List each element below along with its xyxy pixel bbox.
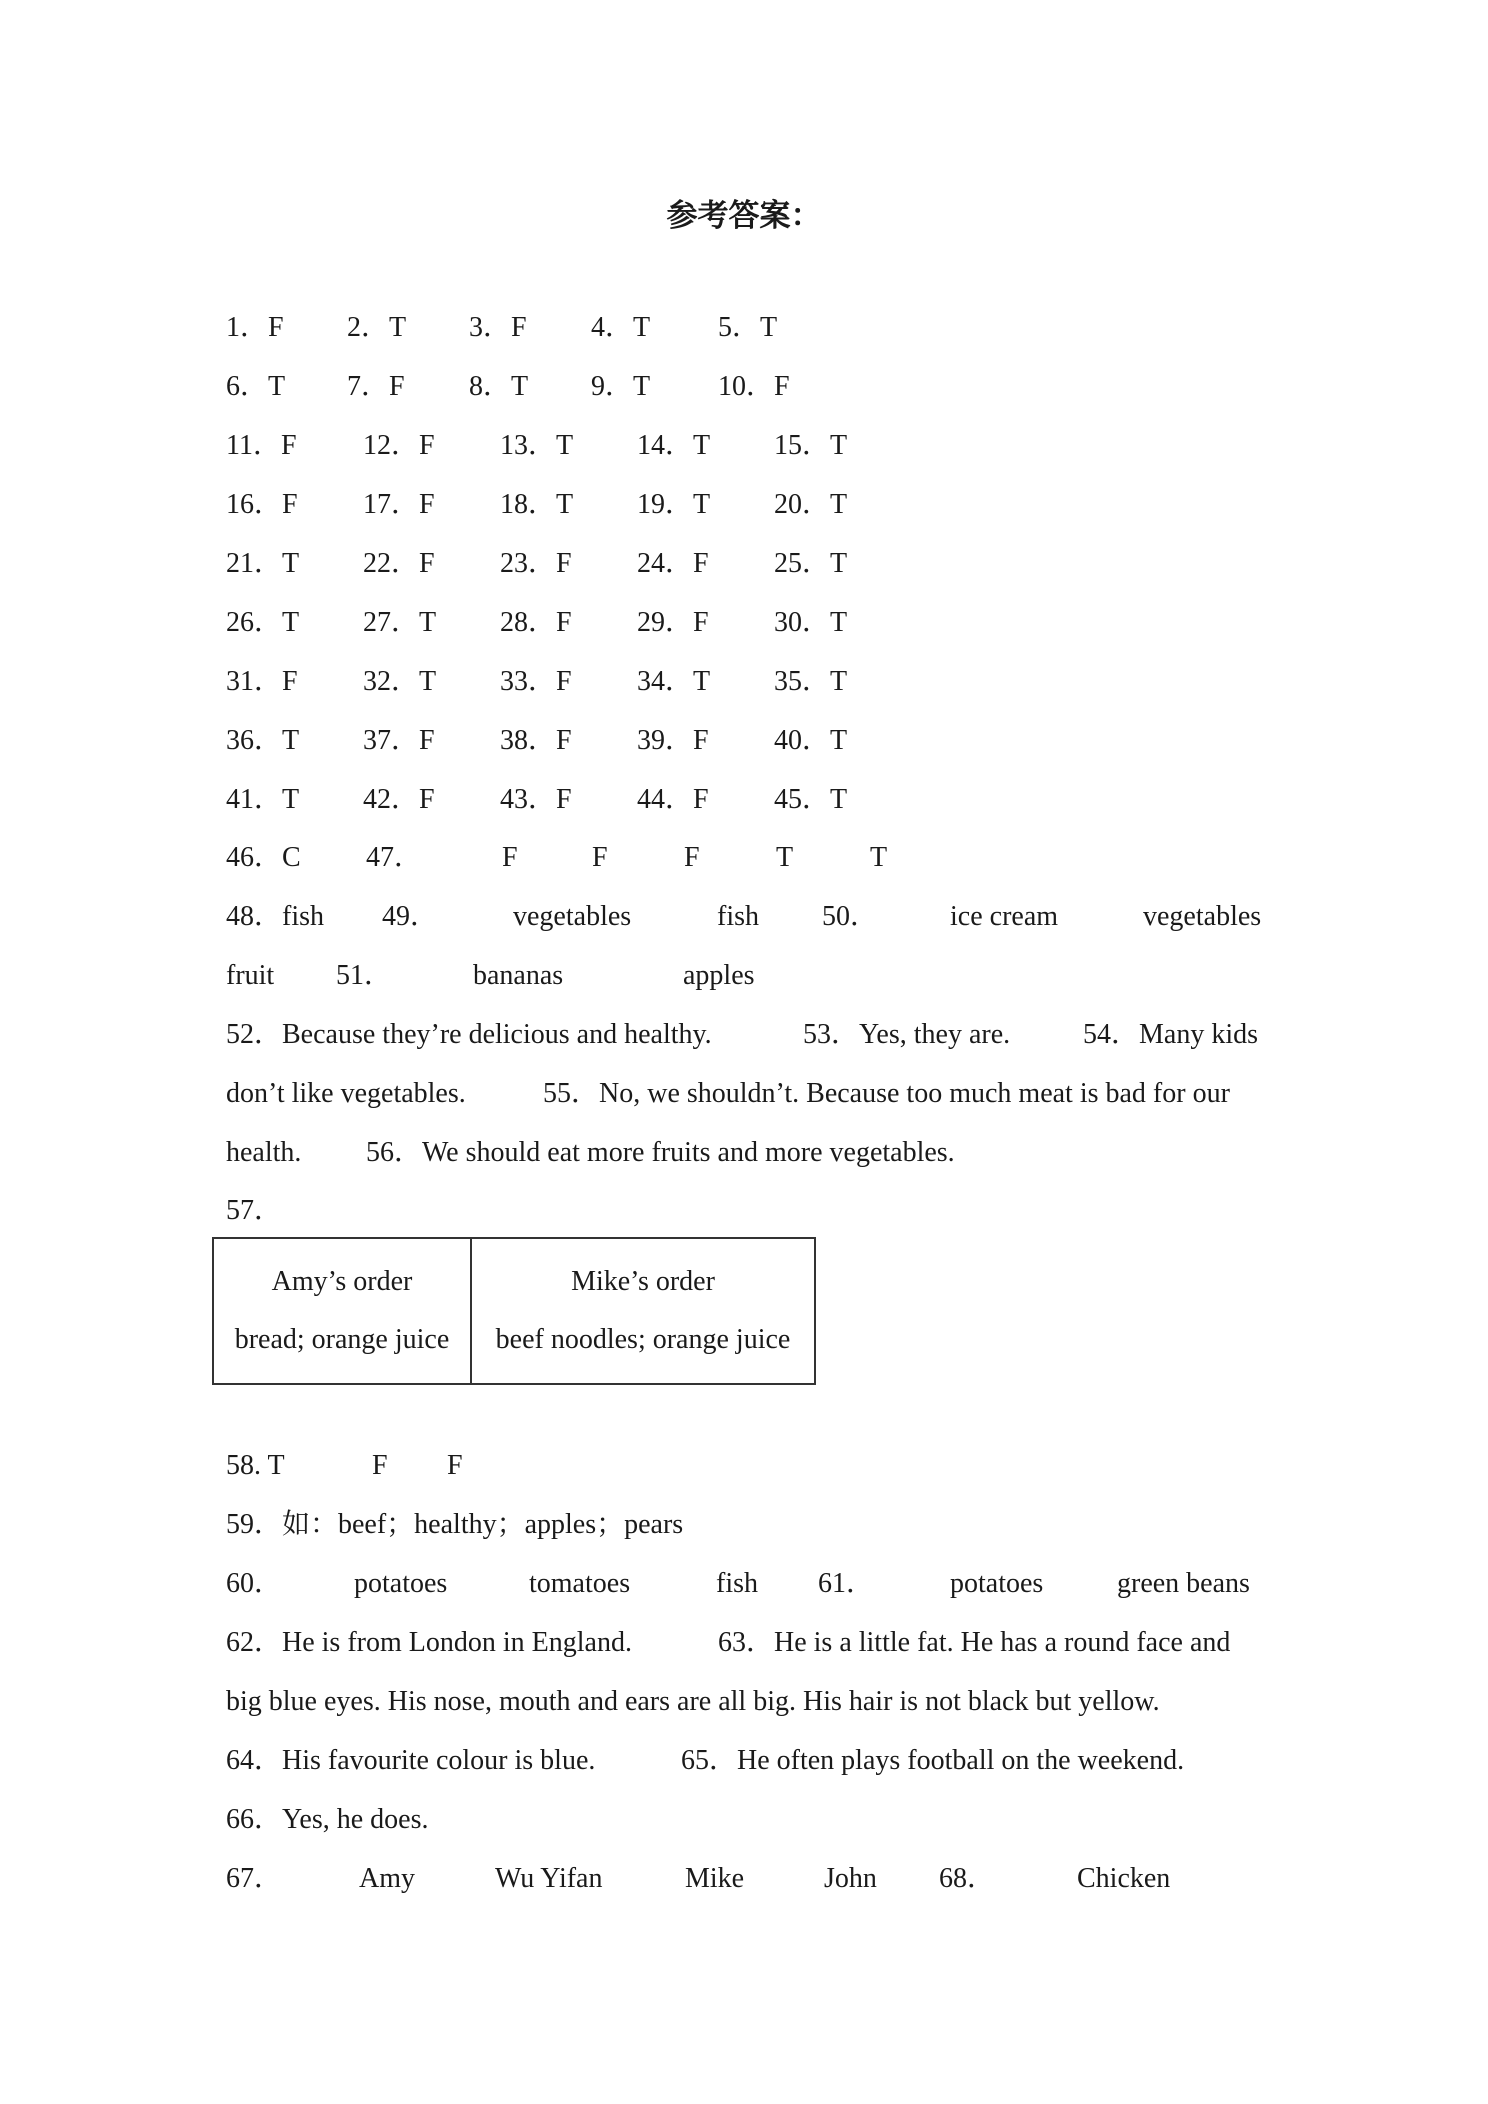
answer-item: 67． — [226, 1863, 283, 1894]
answer-item: 48．fish — [226, 901, 325, 932]
answer-item: 13．T — [500, 430, 574, 461]
answer-item: fish — [717, 901, 759, 932]
answer-item: 44．F — [637, 784, 709, 815]
answer-item: T — [870, 842, 888, 873]
answer-item: 11．F — [226, 430, 297, 461]
answer-item: 6．T — [226, 371, 286, 402]
answer-item: 47． — [366, 842, 423, 873]
answer-item: 46．C — [226, 842, 301, 873]
answer-item: 53．Yes, they are. — [803, 1019, 1011, 1050]
answer-item: 15．T — [774, 430, 848, 461]
answer-item: F — [447, 1450, 463, 1481]
answer-item: 22．F — [363, 548, 435, 579]
answer-item: vegetables — [513, 901, 632, 932]
answer-item: 3．F — [469, 312, 527, 343]
answer-item: F — [372, 1450, 388, 1481]
answer-item: 12．F — [363, 430, 435, 461]
answer-item: 58. T — [226, 1450, 285, 1481]
answer-item: Wu Yifan — [495, 1863, 603, 1894]
answer-item: T — [776, 842, 794, 873]
table-header: Amy’s order — [271, 1266, 413, 1297]
answer-item: 10．F — [718, 371, 790, 402]
answer-item: potatoes — [354, 1568, 448, 1599]
answer-item: health. — [226, 1137, 302, 1168]
answer-item: 42．F — [363, 784, 435, 815]
answer-item: ice cream — [950, 901, 1059, 932]
page-title: 参考答案： — [666, 198, 822, 234]
answer-item: Chicken — [1077, 1863, 1171, 1894]
answer-item: 54．Many kids — [1083, 1019, 1259, 1050]
answer-item: 24．F — [637, 548, 709, 579]
answer-item: don’t like vegetables. — [226, 1078, 466, 1109]
answer-item: 23．F — [500, 548, 572, 579]
answer-item: 2．T — [347, 312, 407, 343]
answer-item: 68． — [939, 1863, 996, 1894]
answer-item: 59．如：beef；healthy；apples；pears — [226, 1509, 684, 1540]
table-cell — [471, 1238, 815, 1384]
answer-item: 4．T — [591, 312, 651, 343]
answer-item: 19．T — [637, 489, 711, 520]
answer-item: 31．F — [226, 666, 298, 697]
answer-item: 32．T — [363, 666, 437, 697]
answer-item: green beans — [1117, 1568, 1250, 1599]
answer-item: 27．T — [363, 607, 437, 638]
answer-item: fruit — [226, 960, 275, 991]
answer-item: 1．F — [226, 312, 284, 343]
order-table — [212, 1237, 816, 1385]
table-value: beef noodles; orange juice — [495, 1324, 791, 1355]
answer-item: 60． — [226, 1568, 283, 1599]
answer-item: 7．F — [347, 371, 405, 402]
answer-item: 8．T — [469, 371, 529, 402]
answer-item: 65．He often plays football on the weekend. — [681, 1745, 1185, 1776]
answer-item: 34．T — [637, 666, 711, 697]
answer-item: 56．We should eat more fruits and more vegetables. — [366, 1137, 955, 1168]
answer-item: vegetables — [1143, 901, 1262, 932]
table-cell — [213, 1238, 471, 1384]
answer-item: 9．T — [591, 371, 651, 402]
answer-item: 25．T — [774, 548, 848, 579]
answer-item: tomatoes — [529, 1568, 631, 1599]
answer-item: 41．T — [226, 784, 300, 815]
answer-item: big blue eyes. His nose, mouth and ears are all big. His hair is not black but yellow. — [226, 1686, 1160, 1717]
answer-item: 51． — [336, 960, 393, 991]
answer-item: 26．T — [226, 607, 300, 638]
answer-item: 36．T — [226, 725, 300, 756]
answer-item: 37．F — [363, 725, 435, 756]
answer-item: apples — [683, 960, 755, 991]
answer-item: potatoes — [950, 1568, 1044, 1599]
answer-item: 40．T — [774, 725, 848, 756]
answer-item: F — [592, 842, 608, 873]
answer-item: 52．Because they’re delicious and healthy. — [226, 1019, 712, 1050]
answer-item: 45．T — [774, 784, 848, 815]
answer-item: 35．T — [774, 666, 848, 697]
answer-item: 16．F — [226, 489, 298, 520]
answer-item: 30．T — [774, 607, 848, 638]
answer-item: 63．He is a little fat. He has a round face and — [718, 1627, 1231, 1658]
answer-item: 28．F — [500, 607, 572, 638]
answer-item: 55．No, we shouldn’t. Because too much meat is bad for our — [543, 1078, 1230, 1109]
answer-item: 5．T — [718, 312, 778, 343]
answer-item: 29．F — [637, 607, 709, 638]
table-row — [213, 1238, 815, 1384]
answer-item: F — [684, 842, 700, 873]
answer-item: 14．T — [637, 430, 711, 461]
answer-item: 39．F — [637, 725, 709, 756]
answer-item: 66．Yes, he does. — [226, 1804, 429, 1835]
answer-item: 17．F — [363, 489, 435, 520]
answer-item: 64．His favourite colour is blue. — [226, 1745, 596, 1776]
table-header: Mike’s order — [571, 1266, 715, 1297]
answer-item: Mike — [685, 1863, 745, 1894]
answer-item: bananas — [473, 960, 564, 991]
answer-item: 21．T — [226, 548, 300, 579]
answer-item: fish — [716, 1568, 758, 1599]
answer-item: 33．F — [500, 666, 572, 697]
answer-item: 20．T — [774, 489, 848, 520]
answer-item: John — [824, 1863, 877, 1894]
answer-item: 49． — [382, 901, 439, 932]
answer-item: Amy — [359, 1863, 415, 1894]
answer-item: 61． — [818, 1568, 875, 1599]
answer-item: 50． — [822, 901, 879, 932]
table-value: bread; orange juice — [234, 1324, 450, 1355]
answer-item: 62．He is from London in England. — [226, 1627, 632, 1658]
answer-item: 43．F — [500, 784, 572, 815]
answer-item: 18．T — [500, 489, 574, 520]
answer-item: F — [502, 842, 518, 873]
answer-item: 57． — [226, 1195, 283, 1226]
answer-item: 38．F — [500, 725, 572, 756]
